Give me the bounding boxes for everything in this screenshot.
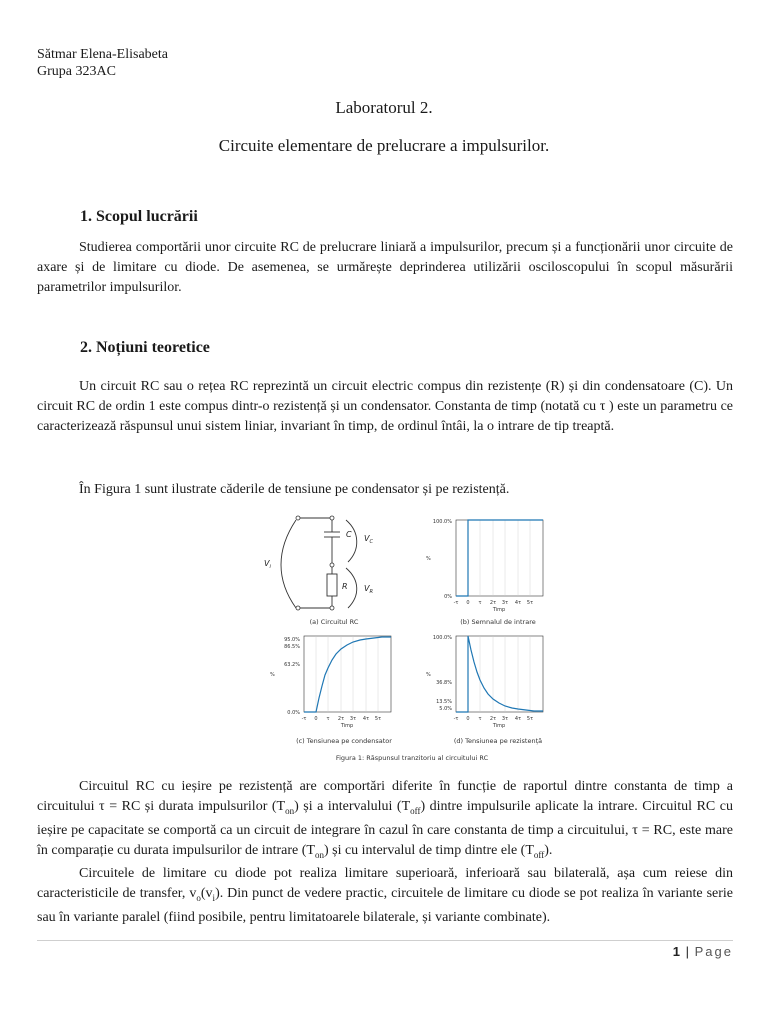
svg-text:86.5%: 86.5%	[284, 644, 300, 650]
resistor-label: R	[342, 582, 348, 591]
svg-text:5τ: 5τ	[526, 600, 534, 606]
panel-d-caption: (d) Tensiunea pe rezistență	[453, 737, 543, 745]
figure-1	[256, 510, 552, 770]
panel-c-caption: (c) Tensiunea pe condensator	[296, 737, 392, 745]
footer-separator: |	[685, 944, 689, 959]
capacitor-voltage-plot	[270, 636, 391, 729]
svg-text:%: %	[270, 672, 275, 678]
page-label: Page	[694, 944, 733, 959]
figure-caption: Figura 1: Răspunsul tranzitoriu al circuitului RC	[335, 754, 489, 762]
svg-text:Timp: Timp	[340, 723, 354, 729]
author-block	[37, 46, 168, 80]
svg-text:0: 0	[314, 716, 318, 722]
author-group: Grupa 323AC	[37, 64, 116, 79]
svg-text:2τ: 2τ	[337, 716, 345, 722]
svg-text:2τ: 2τ	[489, 600, 497, 606]
svg-text:3τ: 3τ	[501, 600, 509, 606]
svg-text:0%: 0%	[444, 594, 452, 600]
document-title: Laboratorul 2.	[335, 98, 433, 117]
svg-text:3τ: 3τ	[349, 716, 357, 722]
svg-text:100.0%: 100.0%	[432, 519, 452, 525]
svg-text:0.0%: 0.0%	[287, 710, 300, 716]
svg-text:τ: τ	[478, 600, 482, 606]
svg-text:0: 0	[466, 716, 470, 722]
svg-text:Timp: Timp	[492, 607, 506, 613]
svg-text:-τ: -τ	[301, 716, 307, 722]
svg-text:5τ: 5τ	[374, 716, 382, 722]
vi-label: $V_i$	[264, 559, 271, 570]
panel-a-caption: (a) Circuitul RC	[309, 618, 359, 626]
resistor-voltage-plot	[426, 635, 543, 729]
svg-text:95.0%: 95.0%	[284, 637, 300, 643]
svg-text:63.2%: 63.2%	[284, 662, 300, 668]
svg-text:5τ: 5τ	[526, 716, 534, 722]
svg-text:4τ: 4τ	[362, 716, 370, 722]
svg-text:τ: τ	[326, 716, 330, 722]
page-footer	[673, 944, 733, 959]
svg-text:-τ: -τ	[453, 600, 459, 606]
svg-text:Timp: Timp	[492, 723, 506, 729]
section-2-paragraph-1: Un circuit RC sau o rețea RC reprezintă un circuit electric compus din rezistențe (R) și din condensatoare (C). Un circuit RC de ordin 1 este compus dintr-o rezistență și un condensator. Constanta de timp (notată cu τ ) este un parametru ce caracterizează răspunsul unui sistem liniar, invariant în timp, de ordinul întâi, la o intrare de tip treaptă.	[37, 379, 733, 434]
svg-text:%: %	[426, 556, 431, 562]
section-heading-1: 1. Scopul lucrării	[80, 208, 198, 225]
input-signal-plot	[426, 519, 543, 613]
svg-text:4τ: 4τ	[514, 716, 522, 722]
svg-text:4τ: 4τ	[514, 600, 522, 606]
document-subtitle: Circuite elementare de prelucrare a impulsurilor.	[218, 136, 550, 155]
section-2-paragraph-4: Circuitele de limitare cu diode pot realiza limitare superioară, inferioară sau bilaterală, așa cum reiese din caracteristicile de transfer, $v_o(v_i)$. Din punct de vedere practic, circuitele de limitare cu diode se pot realiza în variante serie sau în variante paralel (fiind posibile, pentru limitatoarele bilaterale, și variante combinate).	[37, 866, 734, 925]
section-heading-2: 2. Noțiuni teoretice	[80, 339, 210, 356]
footer-divider	[37, 940, 733, 941]
page-number: 1	[672, 944, 680, 959]
author-name: Sătmar Elena-Elisabeta	[37, 47, 168, 62]
svg-text:%: %	[426, 672, 431, 678]
section-2-paragraph-3: Circuitul RC cu ieșire pe rezistență are comportări diferite în funcție de raportul dintre constanta de timp a circuitului τ = RC și durata impulsurilor $(T_{on})$ și a intervalului $(T_{off})$ dintre impulsurile aplicate la intrare. Circuitul RC cu ieșire pe capacitate se comportă ca un circuit de integrare în cazul în care constanta de timp a circuitului, τ = RC, este mare în comparație cu durata impulsurilor de intrare $(T_{on})$ și cu intervalul de timp dintre ele $(T_{off})$.	[37, 779, 733, 860]
svg-text:13.5%: 13.5%	[436, 699, 452, 705]
panel-b-caption: (b) Semnalul de intrare	[460, 618, 536, 626]
section-1-paragraph: Studierea comportării unor circuite RC de prelucrare liniară a impulsurilor, precum și a funcționării unor circuite de axare și de limitare cu diode. De asemenea, se urmărește deprinderea utilizării osciloscopului în scopul măsurării parametrilor impulsurilor.	[37, 240, 733, 295]
vc-label: $V_C$	[364, 534, 373, 545]
svg-text:5.0%: 5.0%	[439, 706, 452, 712]
svg-text:-τ: -τ	[453, 716, 459, 722]
capacitor-label: C	[346, 530, 352, 539]
section-2-paragraph-2: În Figura 1 sunt ilustrate căderile de tensiune pe condensator și pe rezistență.	[79, 482, 510, 497]
svg-text:τ: τ	[478, 716, 482, 722]
vr-label: $V_R$	[364, 584, 373, 595]
svg-text:2τ: 2τ	[489, 716, 497, 722]
svg-text:3τ: 3τ	[501, 716, 509, 722]
svg-text:36.8%: 36.8%	[436, 680, 452, 686]
svg-text:0: 0	[466, 600, 470, 606]
svg-text:100.0%: 100.0%	[432, 635, 452, 641]
